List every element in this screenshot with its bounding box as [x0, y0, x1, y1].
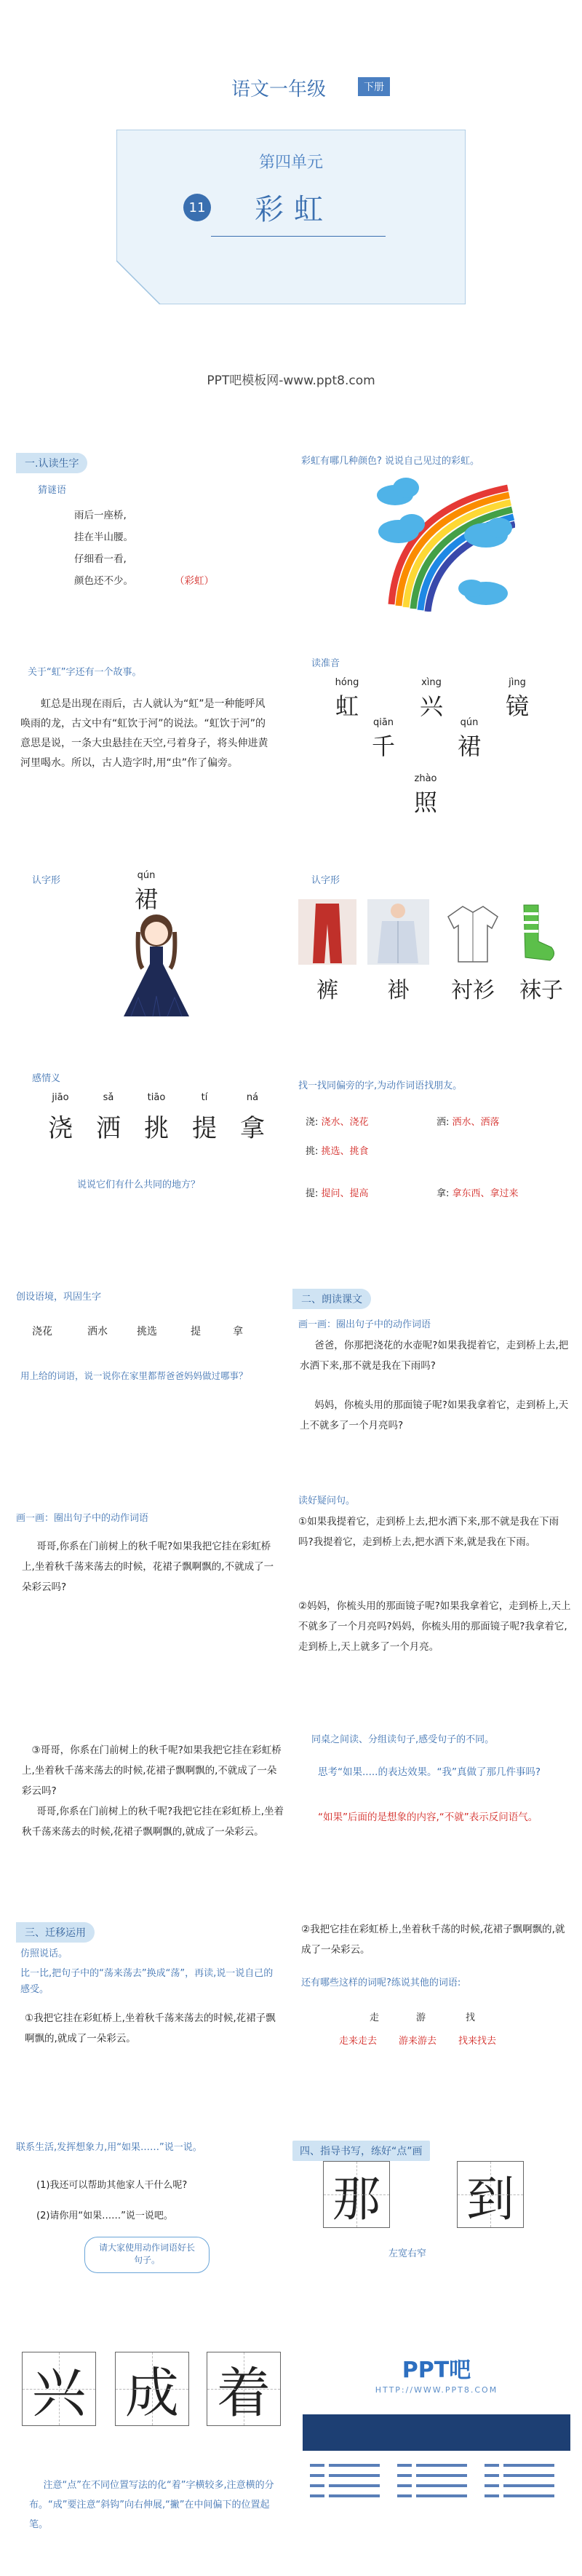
context-word-1: 浇花	[32, 1326, 52, 1338]
writing-box-zhe	[207, 2352, 281, 2426]
character: 照	[413, 789, 437, 816]
reading-para-2: 妈妈，你梳头用的那面镜子呢?如果我拿着它，走到桥上,天上不就多了一个月亮吗?	[300, 1399, 569, 1431]
question-r1: ①如果我提着它，走到桥上去,把水洒下来,那不就是我在下雨吗?我提着它，走到桥上去,把水洒下来,就是我在下雨。	[298, 1516, 559, 1548]
double-word-1: 走来走去	[339, 2036, 378, 2047]
radical-title: 找一找同偏旁的字,为动作词语找朋友。	[298, 1080, 463, 1091]
character: 裙	[134, 885, 158, 913]
double-word-2: 游来游去	[399, 2036, 437, 2047]
pair-value: 洒水、洒落	[452, 1117, 500, 1128]
context-note: 用上给的词语，说一说你在家里都帮爸爸妈妈做过哪事？	[20, 1370, 248, 1381]
lesson-number: 11	[183, 194, 211, 221]
title-card	[116, 130, 466, 304]
compare-right-title: 同桌之间读、分组读句子,感受句子的不同。	[311, 1734, 495, 1745]
bubble-text: 请大家使用动作词语好长句子。	[98, 2243, 195, 2265]
pair-na	[436, 1185, 519, 1199]
clothes-word-jacket: 褂	[387, 978, 410, 1003]
writing-char: 成	[125, 2362, 179, 2425]
pair-key: 浇:	[306, 1117, 319, 1128]
reading-para-1: 爸爸，你那把浇花的水壶呢?如果我提着它，走到桥上去,把水洒下来,那不就是我在下雨吗?	[300, 1340, 569, 1372]
common-question: 说说它们有什么共同的地方？	[77, 1180, 201, 1190]
clothes-word-socks: 袜子	[519, 978, 563, 1003]
meaning-label: 感情义	[32, 1073, 61, 1084]
imagine-item-1: (1)我还可以帮助其他家人干什么呢?	[36, 2180, 188, 2191]
clothes-word-trousers: 裤	[316, 978, 338, 1003]
writing-char: 到	[466, 2170, 514, 2227]
riddle-answer: （彩虹）	[175, 575, 214, 587]
writing-box-xing	[22, 2352, 96, 2426]
rainbow-illustration	[370, 466, 515, 612]
transfer-right-1: ②我把它挂在彩虹桥上,坐着秋千荡的时候,花裙子飘啊飘的,就成了一朵彩云。	[301, 1924, 565, 1956]
pinyin: zhào	[414, 773, 437, 784]
pair-tiao	[306, 1143, 369, 1157]
transfer-right-2: 还有哪些这样的词呢?练说其他的词语:	[301, 1978, 461, 1988]
question-r2: ②妈妈，你梳头用的那面镜子呢?如果我拿着它，走到桥上,天上不就多了一个月亮吗?妈妈，你梳头用的那面镜子呢?我拿着它,走到桥上,天上就多了一个月亮。	[298, 1600, 571, 1653]
transfer-question: 比一比,把句子中的“荡来荡去”换成“荡”，再读,说一说自己的感受。	[20, 1968, 274, 1995]
transfer-sub: 仿照说话。	[20, 1948, 68, 1959]
lesson-title: 彩虹	[255, 193, 333, 226]
ppt-promo-panel	[291, 2342, 582, 2576]
promo-links-illustration	[303, 2458, 570, 2560]
riddle-line-3: 仔细看一看,	[74, 553, 127, 565]
riddle-line-4: 颜色还不少。	[74, 575, 133, 587]
character: 虹	[335, 692, 359, 720]
trousers-photo	[298, 899, 356, 965]
riddle-line-2: 挂在半山腰。	[74, 532, 133, 543]
char-ti: 提	[192, 1114, 217, 1143]
shirt-photo	[444, 899, 502, 965]
char-sa: 洒	[96, 1114, 121, 1143]
socks-photo	[509, 899, 567, 965]
character: 裙	[457, 732, 481, 760]
single-word-3: 找	[466, 2012, 476, 2023]
pair-value: 拿东西、拿过来	[452, 1188, 519, 1199]
word-jing	[499, 677, 535, 722]
single-word-2: 游	[416, 2012, 426, 2023]
writing-char: 着	[217, 2362, 271, 2425]
character: 兴	[419, 692, 443, 720]
ppt-logo: PPT吧	[402, 2358, 471, 2383]
double-word-3: 找来找去	[458, 2036, 497, 2047]
char-tiao: 挑	[144, 1114, 169, 1143]
char-na: 拿	[240, 1114, 265, 1143]
section-tag-reading: 二、朗读课文	[292, 1289, 371, 1309]
title-underline	[211, 236, 386, 237]
pair-jiao	[306, 1114, 369, 1128]
context-word-3: 挑选	[137, 1326, 157, 1338]
clothes-word-shirt: 衬衫	[451, 978, 495, 1003]
context-word-4: 提	[191, 1326, 201, 1338]
writing-char: 那	[332, 2170, 380, 2227]
imagine-item-2: (2)请你用“如果……”说一说吧。	[36, 2210, 173, 2221]
pair-value: 挑选、挑食	[321, 1146, 369, 1157]
circle-para: 哥哥,你系在门前树上的秋千呢?如果我把它挂在彩虹桥上,坐着秋千荡来荡去的时候，花裙子飘啊飘的,不就成了一朵彩云吗?	[22, 1541, 274, 1593]
word-xing	[413, 677, 450, 722]
pair-key: 洒:	[436, 1117, 450, 1128]
riddle-label: 猜谜语	[38, 485, 67, 496]
pinyin: qún	[137, 870, 156, 881]
single-word-1: 走	[370, 2012, 380, 2023]
writing-box-na	[323, 2161, 390, 2228]
writing-char: 兴	[32, 2362, 86, 2425]
rainbow-question: 彩虹有哪几种颜色? 说说自己见过的彩虹。	[301, 456, 480, 467]
pair-sa	[436, 1114, 500, 1128]
word-qian	[365, 717, 402, 762]
riddle-line-1: 雨后一座桥,	[74, 510, 127, 521]
compare-answer: “如果”后面的是想象的内容,“不就”表示反问语气。	[318, 1812, 538, 1823]
character: 千	[371, 732, 395, 760]
circle-sub: 画一画：圈出句子中的动作词语	[16, 1513, 149, 1524]
grade-title: 语文一年级	[231, 79, 327, 100]
story-text: 虹总是出现在雨后，古人就认为“虹”是一种能呼风唤雨的龙，古文中有“虹饮于河”的说法。“虹饮于河”的意思是说，一条大虫悬挂在天空,弓着身子，将头伸进黄河里喝水。所以，古人造字时,用“虫”作了偏旁。	[20, 698, 268, 769]
compare-p1: ③哥哥，你系在门前树上的秋千呢?如果我把它挂在彩虹桥上,坐着秋千荡来荡去的时候,花裙子飘啊飘的,不就成了一朵彩云吗?	[22, 1745, 282, 1797]
reading-sub: 画一画：圈出句子中的动作词语	[298, 1319, 431, 1330]
pinyin: hóng	[335, 677, 359, 688]
context-word-5: 拿	[233, 1326, 243, 1338]
character: 镜	[505, 692, 529, 720]
section-tag-recognize: 一.认读生字	[16, 453, 87, 473]
pinyin: xìng	[421, 677, 442, 688]
pinyin-na: ná	[246, 1092, 259, 1103]
writing-box-dao	[457, 2161, 524, 2228]
context-word-2: 洒水	[87, 1326, 108, 1338]
question-label: 读好疑问句。	[298, 1496, 356, 1506]
word-zhao	[407, 773, 444, 818]
unit-label: 第四单元	[258, 154, 323, 172]
pair-key: 提:	[306, 1188, 319, 1199]
final-writing-note: 注意“点”在不同位置写法的化“着”字横较多,注意横的分布。“成”要注意“斜钩”向右伸展,“撇”在中间偏下的位置起笔。	[29, 2480, 274, 2530]
ppt-url: HTTP://WWW.PPT8.COM	[375, 2385, 498, 2395]
writing-note: 左宽右窄	[388, 2248, 427, 2259]
imagine-question: 联系生活,发挥想象力,用“如果……”说一说。	[16, 2142, 202, 2153]
section-tag-writing: 四、指导书写，练好“点”画	[292, 2141, 430, 2161]
site-watermark: PPT吧模板网-www.ppt8.com	[207, 374, 375, 388]
pair-key: 挑:	[306, 1146, 319, 1157]
word-hong	[329, 677, 365, 722]
section-tag-transfer: 三、迁移运用	[16, 1922, 95, 1943]
compare-p2: 哥哥,你系在门前树上的秋千呢?我把它挂在彩虹桥上,坐着秋千荡来荡去的时候,花裙子飘啊飘的,就成了一朵彩云。	[22, 1806, 284, 1838]
word-qun	[451, 717, 487, 762]
shape-label-right: 认字形	[311, 875, 340, 886]
story-title: 关于“虹”字还有一个故事。	[28, 667, 142, 678]
pair-value: 浇水、浇花	[321, 1117, 369, 1128]
volume-badge: 下册	[358, 77, 390, 96]
writing-box-cheng	[115, 2352, 189, 2426]
pair-ti	[306, 1185, 369, 1199]
pinyin: qún	[460, 717, 479, 728]
jacket-photo	[367, 899, 429, 965]
qun-char	[128, 870, 164, 914]
pair-value: 提问、提高	[321, 1188, 369, 1199]
read-label: 读准音	[311, 658, 340, 669]
pinyin: jìng	[509, 677, 526, 688]
shape-label-left: 认字形	[32, 875, 61, 886]
pinyin: qiān	[372, 717, 394, 728]
speech-bubble	[84, 2237, 210, 2273]
context-label: 创设语境，巩固生字	[16, 1292, 102, 1303]
transfer-para: ①我把它挂在彩虹桥上,坐着秋千荡来荡去的时候,花裙子飘啊飘的,就成了一朵彩云。	[25, 2012, 276, 2044]
pinyin-ti: tí	[201, 1092, 208, 1103]
pair-key: 拿:	[436, 1188, 450, 1199]
char-jiao: 浇	[48, 1114, 73, 1143]
compare-think: 思考“如果.....的表达效果。“我”真做了那几件事吗?	[318, 1766, 541, 1778]
pinyin-tiao: tiāo	[147, 1092, 166, 1103]
pinyin-sa: sǎ	[103, 1092, 114, 1103]
promo-banner	[303, 2414, 570, 2451]
action-chars	[36, 1092, 276, 1150]
pinyin-jiao: jiāo	[52, 1092, 69, 1103]
girl-in-dress-illustration	[116, 910, 196, 1019]
